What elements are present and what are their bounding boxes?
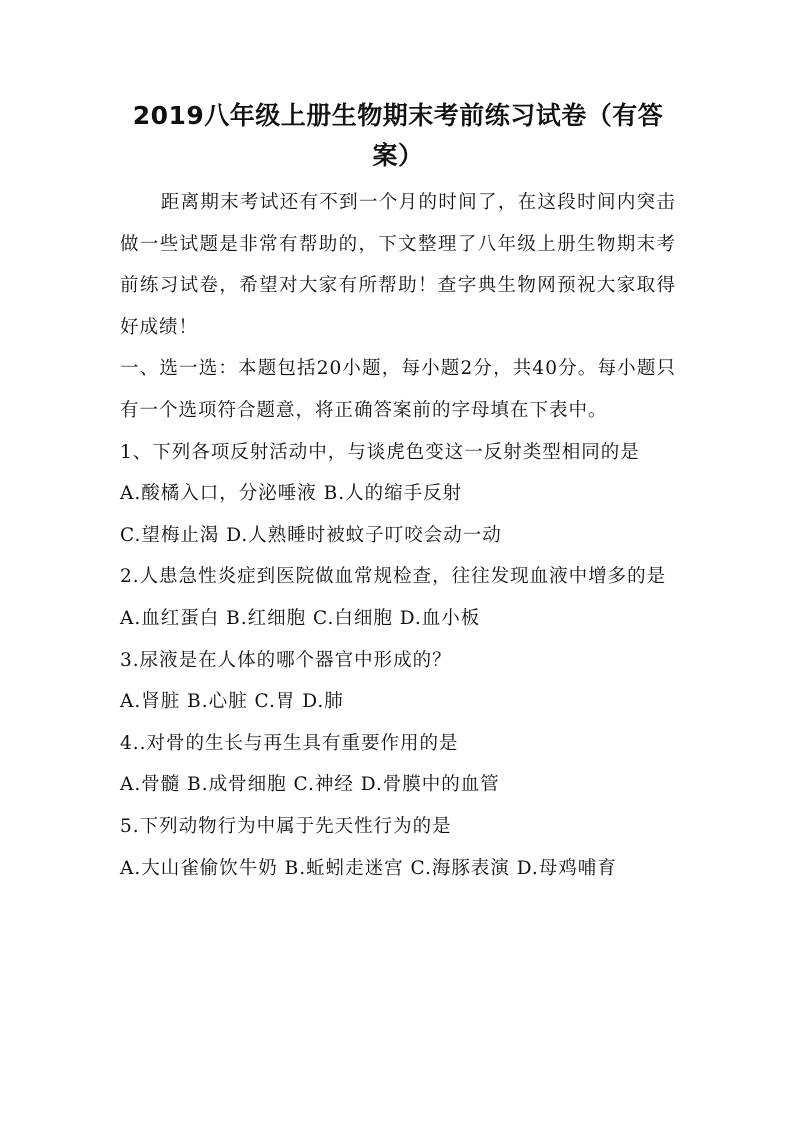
question-5-options: A.大山雀偷饮牛奶 B.蚯蚓走迷宫 C.海豚表演 D.母鸡哺育 [120, 857, 617, 879]
question-1-options-a-b: A.酸橘入口，分泌唾液 B.人的缩手反射 [120, 483, 463, 505]
question-1-options-c-d: C.望梅止渴 D.人熟睡时被蚊子叮咬会动一动 [120, 524, 502, 546]
intro-paragraph: 距离期末考试还有不到一个月的时间了，在这段时间内突击做一些试题是非常有帮助的，下文整理了八年级上册生物期末考前练习试卷，希望对大家有所帮助！查字典生物网预祝大家取得好成绩！ [120, 192, 676, 338]
question-1-stem: 1、下列各项反射活动中，与谈虎色变这一反射类型相同的是 [120, 441, 640, 463]
question-2-options: A.血红蛋白 B.红细胞 C.白细胞 D.血小板 [120, 607, 481, 629]
question-4-options: A.骨髓 B.成骨细胞 C.神经 D.骨膜中的血管 [120, 774, 500, 796]
question-3-stem: 3.尿液是在人体的哪个器官中形成的？ [120, 649, 452, 671]
question-5-stem: 5.下列动物行为中属于先天性行为的是 [120, 815, 452, 837]
section-heading: 一、选一选：本题包括20小题，每小题2分，共40分。每小题只有一个选项符合题意，将正确答案前的字母填在下表中。 [120, 358, 676, 421]
question-2-stem: 2.人患急性炎症到医院做血常规检查，往往发现血液中增多的是 [120, 566, 667, 588]
document-page [120, 96, 676, 889]
question-4-stem: 4..对骨的生长与再生具有重要作用的是 [120, 732, 459, 754]
document-title: 2019八年级上册生物期末考前练习试卷（有答案） [132, 101, 664, 170]
question-3-options: A.肾脏 B.心脏 C.胃 D.肺 [120, 691, 344, 713]
